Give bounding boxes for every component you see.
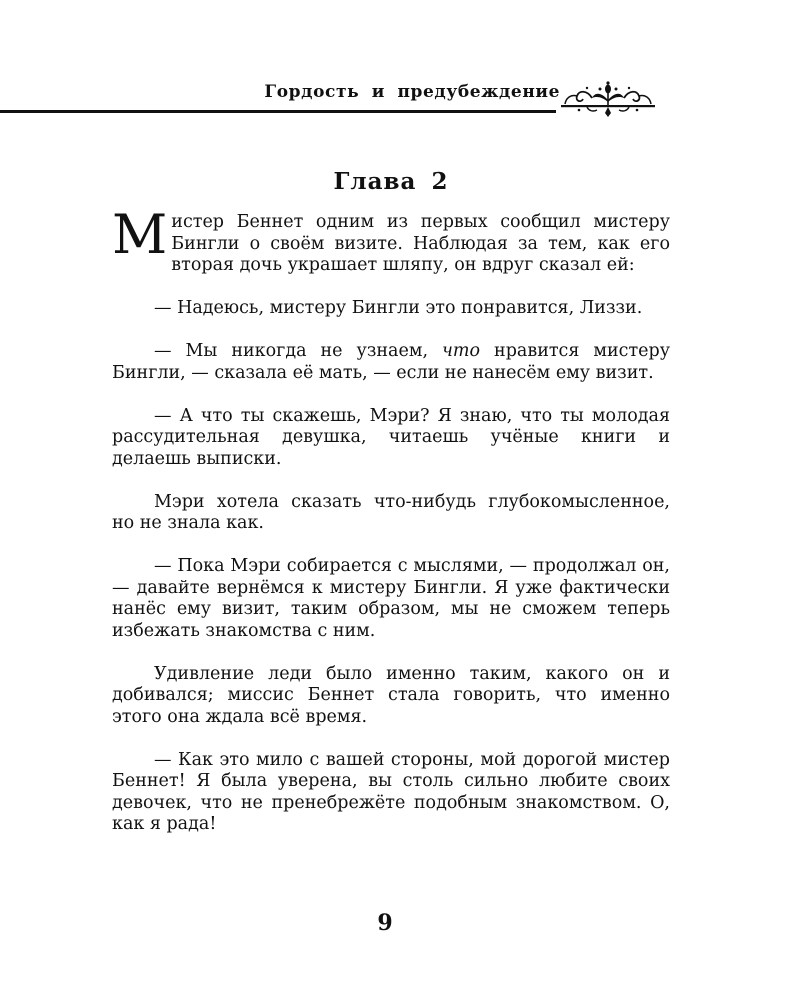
paragraph — [112, 341, 670, 384]
header-rule — [0, 110, 556, 113]
paragraph: Удивление леди было именно таким, какого он и добивался; миссис Беннет стала говорить, что именно этого она ждала всё время. — [112, 663, 670, 727]
paragraph-text: — Мы никогда не узнаем, — [154, 341, 443, 361]
paragraph: — Надеюсь, мистеру Бингли это понравится, Лиззи. — [154, 298, 643, 318]
paragraph: — А что ты скажешь, Мэри? Я знаю, что ты молодая рассудительная девушка, читаешь учёные книги и делаешь выписки. — [112, 405, 670, 469]
drop-cap: М — [112, 203, 168, 266]
body-text — [112, 203, 670, 857]
chapter-title: Глава 2 — [333, 168, 449, 195]
paragraph: Мэри хотела сказать что-нибудь глубокомысленное, но не знала как. — [112, 491, 670, 533]
floral-ornament-icon — [557, 80, 659, 120]
running-head-title: Гордость и предубеждение — [264, 82, 560, 102]
paragraph — [112, 203, 670, 277]
emphasized-word: что — [442, 341, 481, 361]
paragraph-text: нравится мистеру Бингли, — сказала её мать, — если не нанесём ему визит. — [112, 341, 670, 383]
page-number: 9 — [377, 910, 393, 936]
paragraph-text: истер Беннет одним из первых сообщил мистеру Бингли о своём визите. Наблюдая за тем, как его вторая дочь украшает шляпу, он вдруг сказал ей: — [171, 212, 670, 275]
paragraph: — Как это мило с вашей стороны, мой дорогой мистер Беннет! Я была уверена, вы столь сильно любите своих девочек, что не пренебрежёте подобным знакомством. О, как я рада! — [112, 749, 670, 834]
paragraph: — Пока Мэри собирается с мыслями, — продолжал он, — давайте вернёмся к мистеру Бингли. Я уже фактически нанёс ему визит, таким образом, мы не сможем теперь избежать знакомства с ним. — [112, 556, 670, 641]
